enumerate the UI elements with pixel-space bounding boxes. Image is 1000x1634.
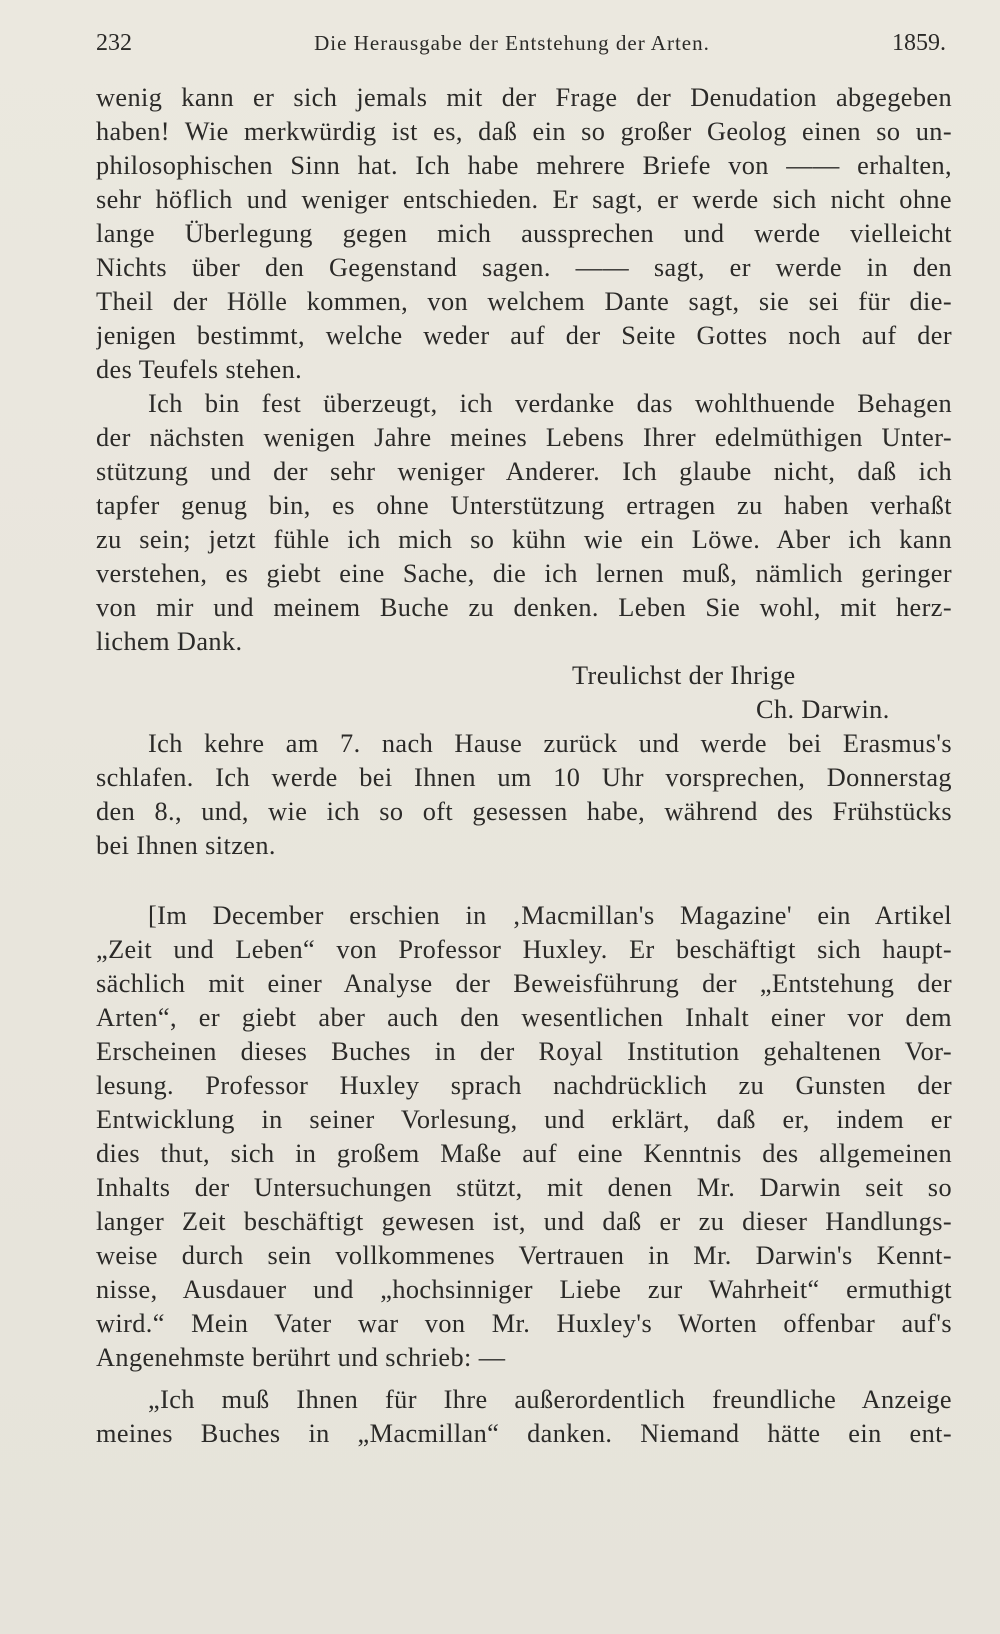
text-line: wenig kann er sich jemals mit der Frage der Denudation abgegeben (96, 83, 952, 112)
text-line: Entwicklung in seiner Vorlesung, und erklärt, daß er, indem er (96, 1105, 952, 1134)
text-line: sehr höflich und weniger entschieden. Er sagt, er werde sich nicht ohne (96, 185, 952, 214)
page-header (96, 30, 952, 57)
text-line: bei Ihnen sitzen. (96, 831, 276, 860)
text-line: Inhalts der Untersuchungen stützt, mit denen Mr. Darwin seit so (96, 1173, 952, 1202)
text-line: Ich kehre am 7. nach Hause zurück und werde bei Erasmus's (148, 729, 952, 758)
paragraph-4 (96, 899, 952, 1375)
paragraph-2 (96, 387, 952, 659)
text-line: schlafen. Ich werde bei Ihnen um 10 Uhr vorsprechen, Donnerstag (96, 763, 952, 792)
text-line: philosophischen Sinn hat. Ich habe mehrere Briefe von —— erhalten, (96, 151, 952, 180)
text-line: Ich bin fest überzeugt, ich verdanke das wohlthuende Behagen (148, 389, 952, 418)
paragraph-5 (96, 1383, 952, 1451)
text-line: des Teufels stehen. (96, 355, 303, 384)
text-line: lange Überlegung gegen mich aussprechen und werde vielleicht (96, 219, 952, 248)
text-line: [Im December erschien in ‚Macmillan's Magazine' ein Artikel (148, 901, 952, 930)
text-line: wird.“ Mein Vater war von Mr. Huxley's Worten offenbar auf's (96, 1309, 952, 1338)
text-line: von mir und meinem Buche zu denken. Leben Sie wohl, mit herz- (96, 593, 952, 622)
text-line: zu sein; jetzt fühle ich mich so kühn wie ein Löwe. Aber ich kann (96, 525, 952, 554)
text-line: haben! Wie merkwürdig ist es, daß ein so großer Geolog einen so un- (96, 117, 952, 146)
header-year: 1859. (892, 30, 946, 56)
text-line: lichem Dank. (96, 627, 243, 656)
paragraph-1 (96, 81, 952, 387)
text-line: nisse, Ausdauer und „hochsinniger Liebe zur Wahrheit“ ermuthigt (96, 1275, 952, 1304)
text-line: der nächsten wenigen Jahre meines Lebens Ihrer edelmüthigen Unter- (96, 423, 952, 452)
text-line: lesung. Professor Huxley sprach nachdrücklich zu Gunsten der (96, 1071, 952, 1100)
closing-signature: Ch. Darwin. (756, 695, 890, 724)
text-line: Erscheinen dieses Buches in der Royal Institution gehaltenen Vor- (96, 1037, 952, 1066)
text-line: Nichts über den Gegenstand sagen. —— sagt, er werde in den (96, 253, 952, 282)
text-line: sächlich mit einer Analyse der Beweisführung der „Entstehung der (96, 969, 952, 998)
section-gap (96, 863, 952, 899)
paragraph-gap (96, 1375, 952, 1383)
text-line: tapfer genug bin, es ohne Unterstützung ertragen zu haben verhaßt (96, 491, 952, 520)
text-line: „Zeit und Leben“ von Professor Huxley. Er beschäftigt sich haupt- (96, 935, 952, 964)
letter-closing (96, 659, 952, 727)
text-line: jenigen bestimmt, welche weder auf der Seite Gottes noch auf der (96, 321, 952, 350)
text-line: „Ich muß Ihnen für Ihre außerordentlich freundliche Anzeige (148, 1385, 952, 1414)
paragraph-3 (96, 727, 952, 863)
text-line: langer Zeit beschäftigt gewesen ist, und daß er zu dieser Handlungs- (96, 1207, 952, 1236)
text-line: verstehen, es giebt eine Sache, die ich lernen muß, nämlich geringer (96, 559, 952, 588)
text-line: weise durch sein vollkommenes Vertrauen in Mr. Darwin's Kennt- (96, 1241, 952, 1270)
text-line: dies thut, sich in großem Maße auf eine Kenntnis des allgemeinen (96, 1139, 952, 1168)
text-line: Theil der Hölle kommen, von welchem Dante sagt, sie sei für die- (96, 287, 952, 316)
page-number: 232 (96, 30, 132, 56)
text-line: den 8., und, wie ich so oft gesessen habe, während des Frühstücks (96, 797, 952, 826)
running-title: Die Herausgabe der Entstehung der Arten. (314, 31, 710, 55)
text-line: Angenehmste berührt und schrieb: — (96, 1343, 506, 1372)
text-line: Arten“, er giebt aber auch den wesentlichen Inhalt einer vor dem (96, 1003, 952, 1032)
text-line: stützung und der sehr weniger Anderer. Ich glaube nicht, daß ich (96, 457, 952, 486)
text-line: meines Buches in „Macmillan“ danken. Niemand hätte ein ent- (96, 1419, 952, 1448)
closing-salutation: Treulichst der Ihrige (572, 661, 796, 690)
